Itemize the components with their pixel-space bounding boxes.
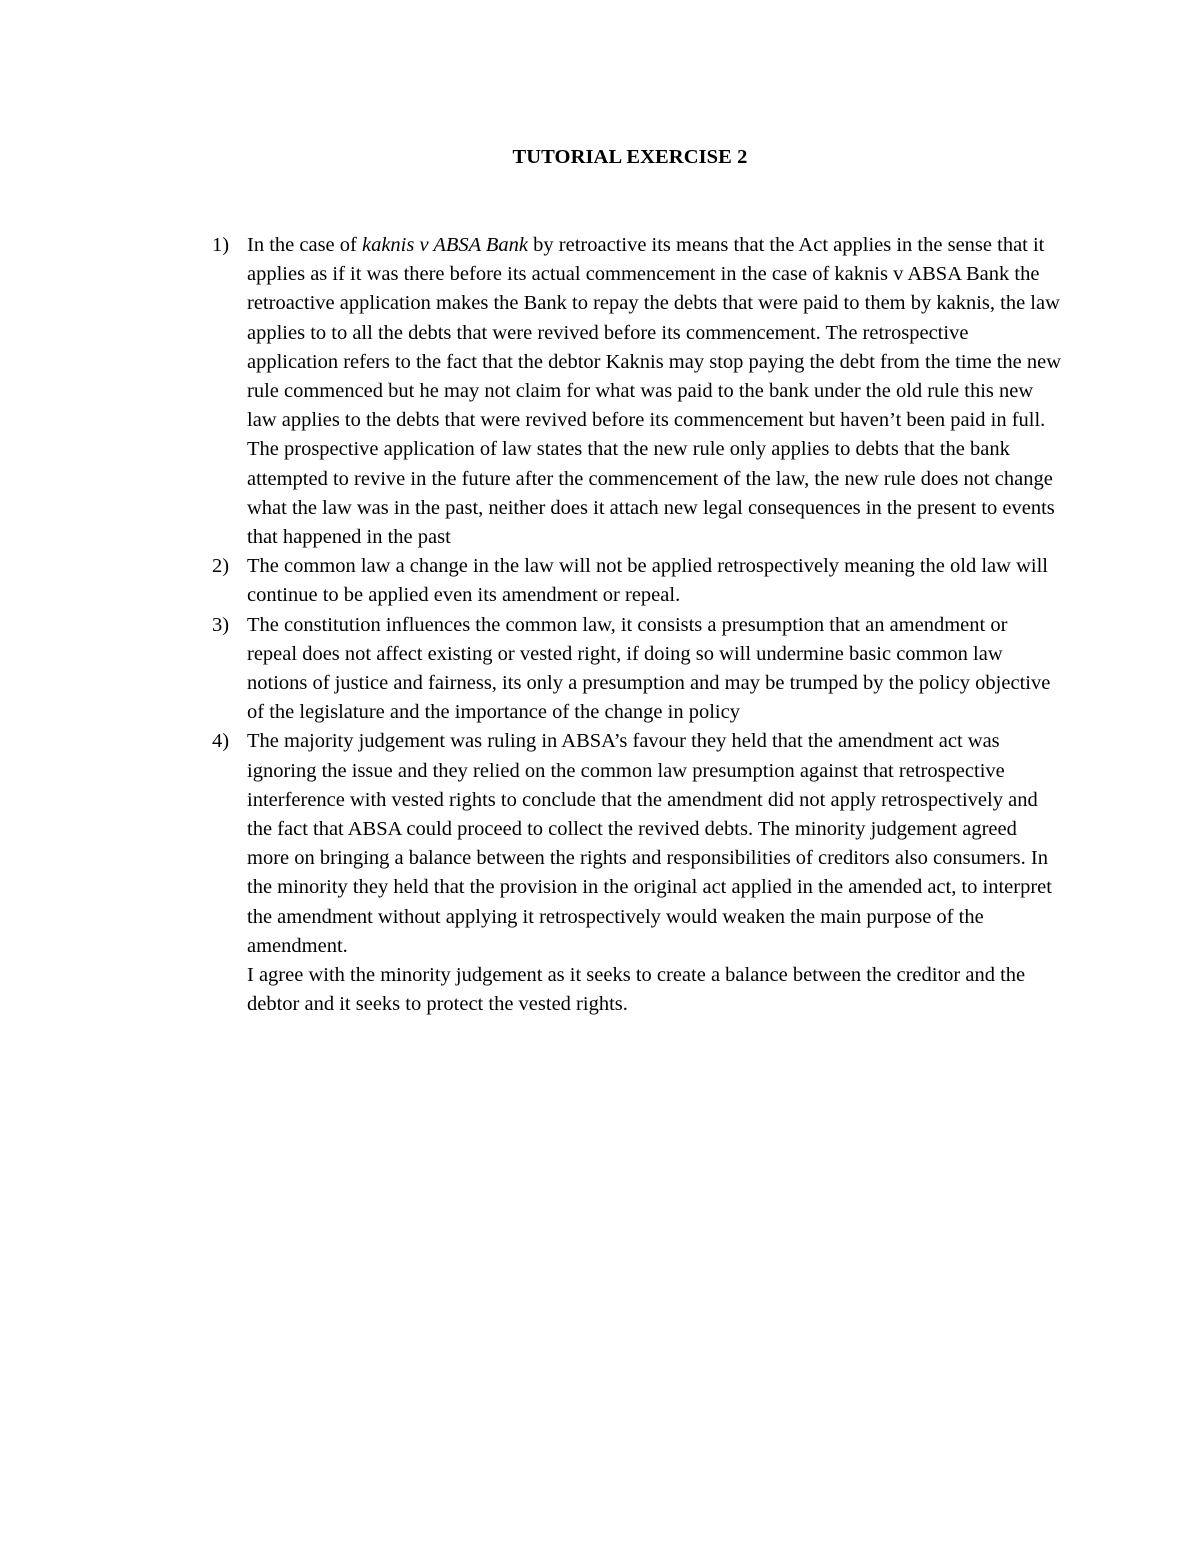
item-text: The constitution influences the common law, it consists a presumption that an amendment or repeal does not affect existing or vested right, if doing so will undermine basic common law notions of justice and fairness, its only a presumption and may be trumped by the policy objective of the legislature and the importance of the change in policy [247, 613, 1051, 724]
item-text [247, 231, 1062, 552]
item-number: 1) [212, 234, 230, 256]
item-conclusion: I agree with the minority judgement as it seeks to create a balance between the creditor and the debtor and it seeks to protect the vested rights. [247, 964, 1026, 1016]
list-item-1 [212, 231, 1062, 552]
item-text: The common law a change in the law will not be applied retrospectively meaning the old law will continue to be applied even its amendment or repeal. [247, 555, 1048, 607]
item-number: 4) [212, 730, 230, 753]
item-number: 2) [212, 555, 230, 578]
answer-list [212, 231, 1062, 1019]
item-text-rest: by retroactive its means that the Act applies in the sense that it applies as if it was there before its actual commencement in the case of kaknis v ABSA Bank the retroactive application makes the Bank to repay the debts that were paid to them by kaknis, the law applies to to all the debts that were revived before its commencement. The retrospective application refers to the fact that the debtor Kaknis may stop paying the debt from the time the new rule commenced but he may not claim for what was paid to the bank under the old rule this new law applies to the debts that were revived before its commencement but haven’t been paid in full. The prospective application of law states that the new rule only applies to debts that the bank attempted to revive in the future after the commencement of the law, the new rule does not change what the law was in the past, neither does it attach new legal consequences in the present to events that happened in the past [247, 234, 1062, 549]
case-name-italic: kaknis v ABSA Bank [361, 234, 529, 256]
item-text-start: In the case of [247, 234, 362, 256]
list-item-2 [212, 552, 1062, 610]
item-text: The majority judgement was ruling in ABSA’s favour they held that the amendment act was ignoring the issue and they relied on the common law presumption against that retrospective interference with vested rights to conclude that the amendment did not apply retrospectively and the fact that ABSA could proceed to collect the revived debts. The minority judgement agreed more on bringing a balance between the rights and responsibilities of creditors also consumers. In the minority they held that the provision in the original act applied in the amended act, to interpret the amendment without applying it retrospectively would weaken the main purpose of the amendment. [247, 730, 1052, 957]
document-title: TUTORIAL EXERCISE 2 [512, 146, 748, 168]
item-number: 3) [212, 613, 230, 636]
list-item-3 [212, 611, 1062, 728]
list-item-4 [212, 727, 1062, 1019]
